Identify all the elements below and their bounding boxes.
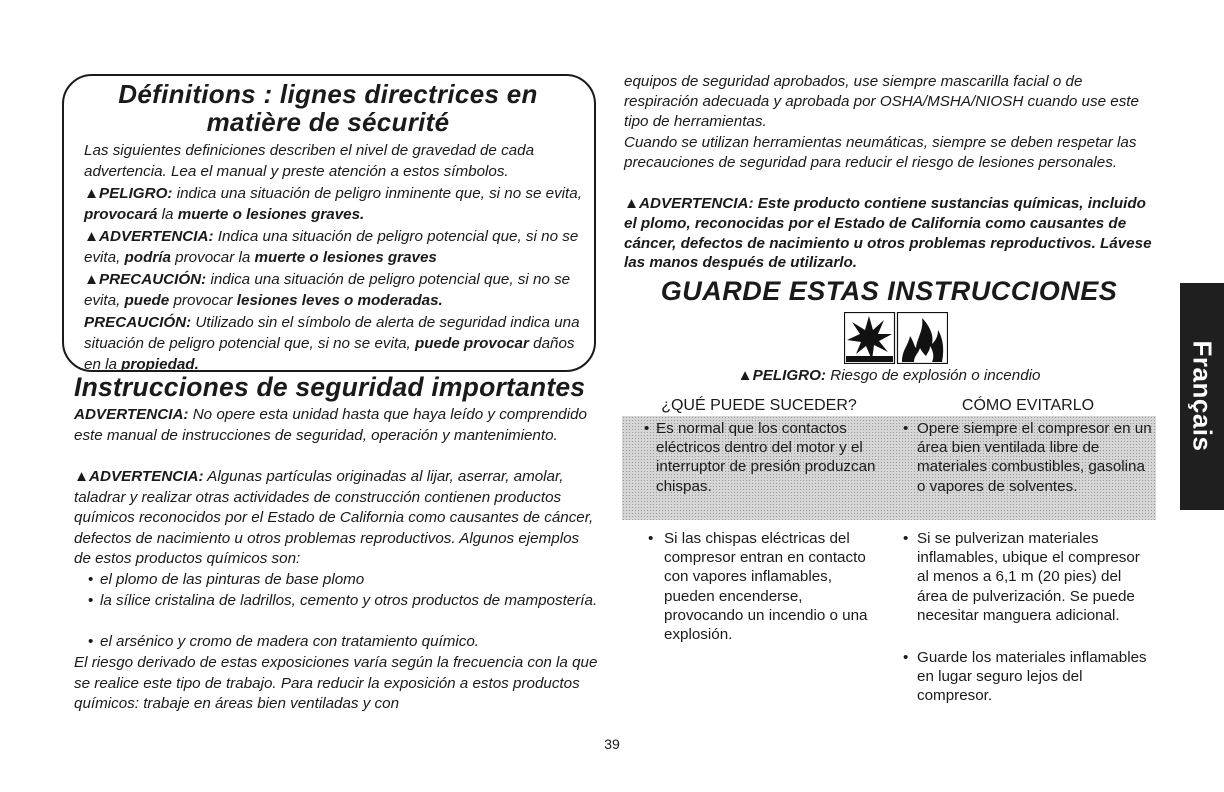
instructions-heading: Instrucciones de seguridad importantes [74,372,586,402]
list-item: • Guarde los materiales inflamables en lugar seguro lejos del compresor. [903,649,1147,705]
list-item: • Si se pulverizan materiales inflamables, ubique el compresor al menos a 6,1 m (20 pies) del área de pulverización. Se puede necesitar manguera adicional. [903,530,1140,624]
explosion-icon [845,313,895,364]
warning-triangle-icon: ▲ [737,367,753,384]
right-warning-california: ▲ADVERTENCIA: Este producto contiene sustancias químicas, incluido el plomo, reconocidas por el Estado de California como causantes de cáncer, defectos de nacimiento u otros problemas reproductivos. Lávese las manos después de utilizarlo. [624,195,1152,272]
list-item: • el plomo de las pinturas de base plomo [88,571,365,588]
column-header-what-can-happen: ¿QUÉ PUEDE SUCEDER? [661,397,857,414]
warning-triangle-icon: ▲ [84,271,100,288]
language-tab-label: Français [1187,340,1218,452]
warning-triangle-icon: ▲ [624,195,640,212]
right-paragraph-1: equipos de seguridad aprobados, use siempre mascarilla facial o de respiración adecuada y aprobada por OSHA/MSHA/NIOSH cuando use este tipo de herramientas. [624,73,1139,130]
definitions-title: Définitions : lignes directrices en matière de sécurité [118,79,538,137]
definition-peligro: ▲PELIGRO: indica una situación de peligro inminente que, si no se evita, provocará la muerte o lesiones graves. [84,185,582,224]
list-item: • el arsénico y cromo de madera con tratamiento químico. [88,633,480,650]
instructions-warning-2: ▲ADVERTENCIA: Algunas partículas originadas al lijar, aserrar, amolar, taladrar y realizar otras actividades de construcción contienen productos químicos reconocidos por el Estado de California como causantes de cáncer, defectos de nacimiento u otros problemas reproductivos. Algunos ejemplos de estos productos químicos son: [74,468,594,567]
list-item: • Si las chispas eléctricas del compresor entran en contacto con vapores inflamables, pueden encenderse, provocando un incendio o una explosión. [648,530,868,644]
warning-triangle-icon: ▲ [84,185,100,202]
warning-triangle-icon: ▲ [74,468,90,485]
warning-triangle-icon: ▲ [84,228,100,245]
fire-icon [898,313,948,364]
definition-advertencia: ▲ADVERTENCIA: Indica una situación de peligro potencial que, si no se evita, podría provocar la muerte o lesiones graves [84,228,579,267]
instructions-warning-1: ADVERTENCIA: No opere esta unidad hasta que haya leído y comprendido este manual de instrucciones de seguridad, operación y mantenimiento. [74,406,588,444]
peligro-fire-line: ▲PELIGRO: Riesgo de explosión o incendio [737,367,1041,384]
definitions-intro: Las siguientes definiciones describen el nivel de gravedad de cada advertencia. Lea el manual y preste atención a estos símbolos. [84,142,535,181]
list-item: • Opere siempre el compresor en un área bien ventilada libre de materiales combustibles, gasolina o vapores de solventes. [903,420,1152,495]
column-header-how-to-avoid: CÓMO EVITARLO [961,397,1095,414]
definition-precaucion: ▲PRECAUCIÓN: indica una situación de peligro potencial que, si no se evita, puede provocar lesiones leves o moderadas. [84,271,571,310]
page-number: 39 [604,736,620,752]
list-item: • la sílice cristalina de ladrillos, cemento y otros productos de mampostería. [88,592,598,609]
language-tab [1180,283,1224,510]
guarde-heading: GUARDE ESTAS INSTRUCCIONES [660,276,1118,306]
hazard-icons [844,312,948,364]
instructions-exposure-paragraph: El riesgo derivado de estas exposiciones varía según la frecuencia con la que se realice este tipo de trabajo. Para reducir la exposición a estos productos químicos: trabaje en áreas bien ventiladas y con [74,654,598,712]
list-item: • Es normal que los contactos eléctricos dentro del motor y el interruptor de presión produzcan chispas. [644,420,876,495]
right-paragraph-2: Cuando se utilizan herramientas neumáticas, siempre se deben respetar las precauciones de seguridad para reducir el riesgo de lesiones personales. [624,134,1137,171]
definition-precaucion-property: PRECAUCIÓN: Utilizado sin el símbolo de alerta de seguridad indica una situación de peligro potencial que, si no se evita, puede provocar daños en la propiedad. [84,314,580,374]
